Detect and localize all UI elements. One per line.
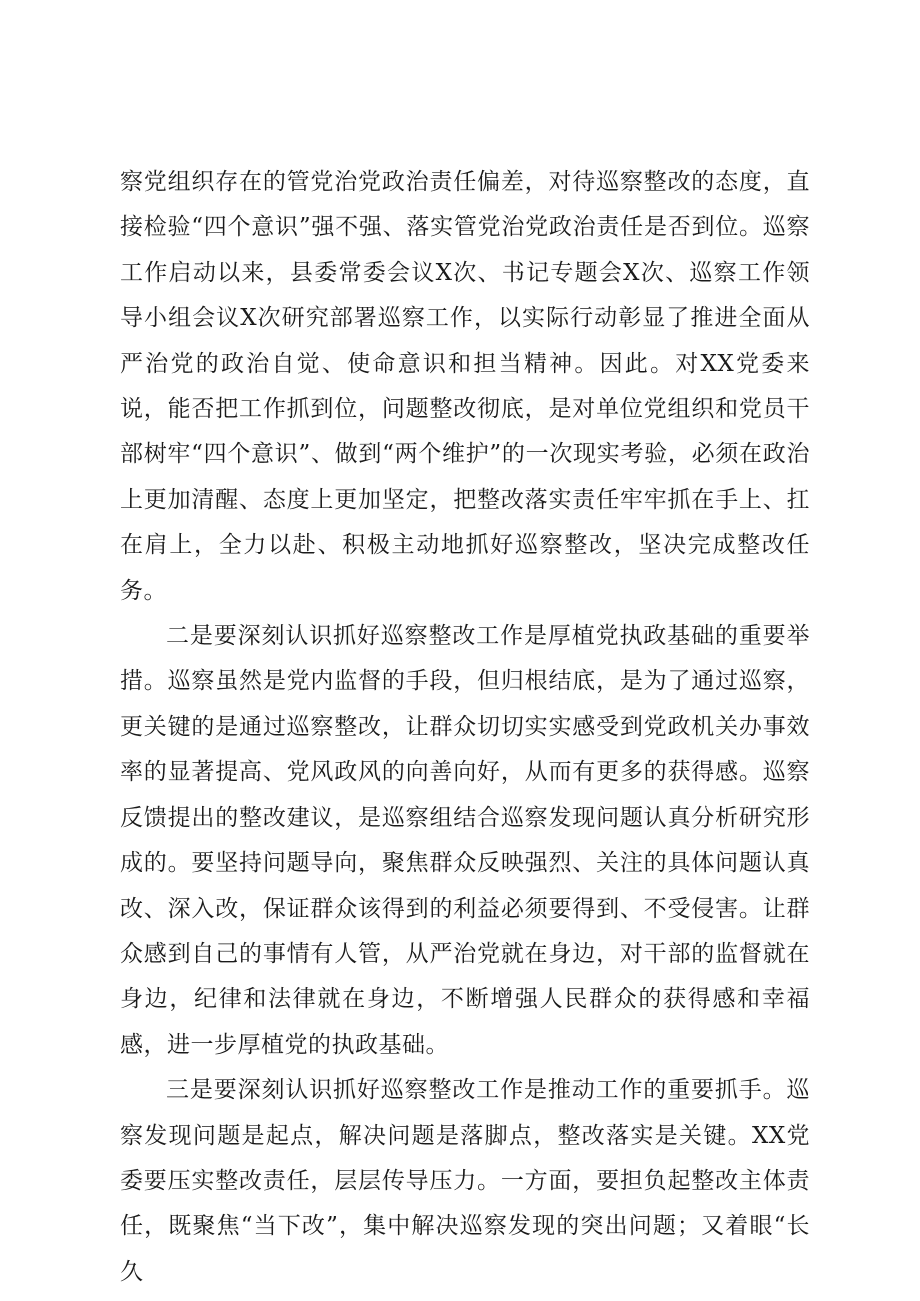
paragraph-continuation: 察党组织存在的管党治党政治责任偏差，对待巡察整改的态度，直接检验“四个意识”强不强、落实管党治党政治责任是否到位。巡察工作启动以来，县委常委会议X次、书记专题会X次、巡察工作领导小组会议X次研究部署巡察工作，以实际行动彰显了推进全面从严治党的政治自觉、使命意识和担当精神。因此。对XX党委来说，能否把工作抓到位，问题整改彻底，是对单位党组织和党员干部树牢“四个意识”、做到“两个维护”的一次现实考验，必须在政治上更加清醒、态度上更加坚定，把整改落实责任牢牢抓在手上、扛在肩上，全力以赴、积极主动地抓好巡察整改，坚决完成整改任务。 [120, 169, 810, 604]
document-body [120, 160, 810, 1295]
paragraph-point-two: 二是要深刻认识抓好巡察整改工作是厚植党执政基础的重要举措。巡察虽然是党内监督的手段，但归根结底，是为了通过巡察，更关键的是通过巡察整改，让群众切切实实感受到党政机关办事效率的显著提高、党风政风的向善向好，从而有更多的获得感。巡察反馈提出的整改建议，是巡察组结合巡察发现问题认真分析研究形成的。要坚持问题导向，聚焦群众反映强烈、关注的具体问题认真改、深入改，保证群众该得到的利益必须要得到、不受侵害。让群众感到自己的事情有人管，从严治党就在身边，对干部的监督就在身边，纪律和法律就在身边，不断增强人民群众的获得感和幸福感，进一步厚植党的执政基础。 [120, 623, 810, 1058]
paragraph-point-three: 三是要深刻认识抓好巡察整改工作是推动工作的重要抓手。巡察发现问题是起点，解决问题是落脚点，整改落实是关键。XX党委要压实整改责任，层层传导压力。一方面，要担负起整改主体责任，既聚焦“当下改”，集中解决巡察发现的突出问题；又着眼“长久 [120, 1077, 810, 1285]
